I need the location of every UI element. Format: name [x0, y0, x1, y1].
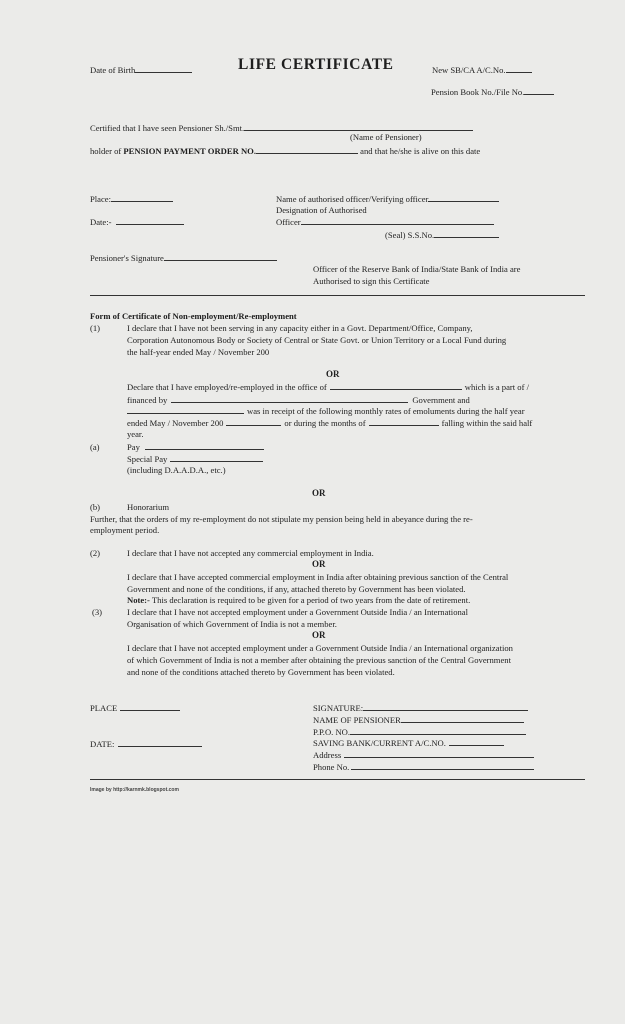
date-of-birth-field — [90, 64, 192, 75]
form-heading: Form of Certificate of Non-employment/Re-employment — [90, 311, 297, 321]
item-2-number: (2) — [90, 548, 101, 558]
address-field — [313, 749, 534, 760]
government-blank[interactable] — [127, 405, 244, 414]
declare-line-1a: Declare that I have employed/re-employed in the office of — [127, 382, 327, 392]
or-separator: OR — [312, 559, 326, 569]
months-blank[interactable] — [369, 417, 439, 426]
pensioner-signature-field — [90, 252, 277, 263]
pensioner-signature-label: Pensioner's Signature — [90, 253, 164, 263]
office-blank[interactable] — [330, 381, 462, 390]
declare-line-4c: falling within the said half — [441, 418, 533, 428]
date-field — [90, 216, 184, 227]
special-pay-label: Special Pay — [127, 454, 168, 464]
address-blank[interactable] — [344, 749, 534, 758]
declare-line-2a: financed by — [127, 395, 168, 405]
seal-field — [385, 229, 499, 240]
designation-blank[interactable] — [301, 216, 494, 225]
name-of-pensioner-blank[interactable] — [401, 714, 524, 723]
declare-line-4 — [127, 417, 532, 428]
divider-rule — [90, 295, 585, 296]
account-number-blank[interactable] — [506, 64, 532, 73]
da-label: (including D.A.A.D.A., etc.) — [127, 465, 226, 475]
date-blank[interactable] — [116, 216, 184, 225]
phone-blank[interactable] — [351, 761, 534, 770]
certify-line-2b: and that he/she is alive on this date — [358, 146, 481, 156]
item-2-line-1: I declare that I have not accepted any commercial employment in India. — [127, 548, 374, 558]
footer-date-label: DATE: — [90, 739, 115, 749]
phone-field — [313, 761, 534, 772]
declare-line-2 — [127, 394, 470, 405]
item-3b-line-3: and none of the conditions attached thereto by Government has been violated. — [127, 667, 395, 677]
bank-account-label: SAVING BANK/CURRENT A/C.NO. — [313, 738, 446, 748]
ppo-number-blank[interactable] — [350, 726, 526, 735]
ppo-number-label: P.P.O. NO. — [313, 727, 351, 737]
further-line-2: employment period. — [90, 525, 160, 535]
declare-line-4b: or during the months of — [284, 418, 366, 428]
footer-rule — [90, 779, 585, 780]
pay-blank[interactable] — [145, 441, 264, 450]
further-line-1: Further, that the orders of my re-employment do not stipulate my pension being held in abeyance during the re- — [90, 514, 473, 524]
item-1-line-1: I declare that I have not been serving in any capacity either in a Govt. Department/Office, Company, — [127, 323, 473, 333]
signature-label: SIGNATURE: — [313, 703, 364, 713]
name-of-pensioner-caption: (Name of Pensioner) — [350, 132, 422, 142]
note-text: This declaration is required to be given for a period of two years from the date of retirement. — [149, 595, 471, 605]
item-2b-line-1: I declare that I have accepted commercial employment in India after obtaining previous sanction of the Central — [127, 572, 509, 582]
designation-label: Designation of Authorised — [276, 205, 367, 215]
address-label: Address — [313, 750, 342, 760]
declare-line-3 — [127, 405, 525, 416]
signature-blank[interactable] — [363, 702, 528, 711]
designation-field — [276, 216, 494, 227]
phone-label: Phone No. — [313, 762, 350, 772]
ppo-blank[interactable] — [256, 145, 358, 154]
signature-field — [313, 702, 528, 713]
name-of-pensioner-field — [313, 714, 524, 725]
item-3-number: (3) — [92, 607, 103, 617]
pension-book-blank[interactable] — [524, 86, 554, 95]
date-label: Date:- — [90, 217, 112, 227]
officer-name-blank[interactable] — [428, 193, 499, 202]
item-3b-line-1: I declare that I have not accepted employment under a Government Outside India / an International organization — [127, 643, 513, 653]
item-1-number: (1) — [90, 323, 101, 333]
declare-line-4a: ended May / November 200 — [127, 418, 224, 428]
special-pay-field — [127, 453, 263, 464]
financed-by-blank[interactable] — [171, 394, 408, 403]
certify-line-1: Certified that I have seen Pensioner Sh./Smt. — [90, 123, 245, 133]
account-number-label: New SB/CA A/C.No. — [432, 65, 506, 75]
ppo-label: PENSION PAYMENT ORDER NO. — [123, 146, 257, 156]
officer-label: Officer — [276, 217, 301, 227]
seal-label: (Seal) S.S.No. — [385, 230, 435, 240]
account-number-field — [432, 64, 532, 75]
footer-place-blank[interactable] — [120, 702, 180, 711]
item-3-line-2: Organisation of which Government of India is not a member. — [127, 619, 337, 629]
item-b-number: (b) — [90, 502, 101, 512]
note-line — [127, 595, 470, 605]
footer-date-field — [90, 738, 202, 749]
declare-line-1b: which is a part of / — [464, 382, 529, 392]
bank-account-field — [313, 737, 504, 748]
declare-line-2b: Government and — [412, 395, 470, 405]
seal-blank[interactable] — [434, 229, 499, 238]
footer-place-field — [90, 702, 180, 713]
place-label: Place: — [90, 194, 111, 204]
honorarium-label: Honorarium — [127, 502, 170, 512]
note-label: Note:- — [127, 595, 150, 605]
officer-name-label: Name of authorised officer/Verifying officer — [276, 194, 429, 204]
certify-line-2a: holder of — [90, 146, 124, 156]
pay-label: Pay — [127, 442, 140, 452]
special-pay-blank[interactable] — [170, 453, 263, 462]
or-separator: OR — [326, 369, 340, 379]
pay-field — [127, 441, 264, 452]
image-credit: Image by http://karnmk.blogspot.com — [90, 787, 179, 793]
or-separator: OR — [312, 488, 326, 498]
pension-book-field — [431, 86, 554, 97]
item-1-line-2: Corporation Autonomous Body or Society of Central or State Govt. or Union Territory or a Local Fund during — [127, 335, 507, 345]
ppo-field — [90, 145, 480, 156]
name-of-pensioner-label: NAME OF PENSIONER — [313, 715, 401, 725]
declare-line-3-text: was in receipt of the following monthly rates of emoluments during the half year — [247, 406, 525, 416]
item-3b-line-2: of which Government of India is not a member after obtaining the previous sanction of the Central Government — [127, 655, 511, 665]
item-a-number: (a) — [90, 442, 100, 452]
date-of-birth-blank[interactable] — [135, 64, 192, 73]
officer-name-field — [276, 193, 499, 204]
item-1-line-3: the half-year ended May / November 200 — [127, 347, 270, 357]
footer-place-label: PLACE — [90, 703, 118, 713]
or-separator: OR — [312, 630, 326, 640]
item-3-line-1: I declare that I have not accepted employment under a Government Outside India / an International — [127, 607, 468, 617]
item-2b-line-2: Government and none of the conditions, if any, attached thereto by Government has been violated. — [127, 584, 466, 594]
declare-line-1 — [127, 381, 529, 392]
year-blank[interactable] — [226, 417, 281, 426]
pension-book-label: Pension Book No./File No. — [431, 87, 525, 97]
declare-line-5: year. — [127, 429, 144, 439]
bank-account-blank[interactable] — [449, 737, 504, 746]
ppo-number-field — [313, 726, 526, 737]
pensioner-name-blank[interactable] — [244, 122, 473, 131]
place-blank[interactable] — [111, 193, 173, 202]
date-of-birth-label: Date of Birth — [90, 65, 136, 75]
pensioner-signature-blank[interactable] — [164, 252, 277, 261]
footer-date-blank[interactable] — [118, 738, 202, 747]
place-field — [90, 193, 173, 204]
rbi-line-2: Authorised to sign this Certificate — [313, 276, 430, 286]
page-title: LIFE CERTIFICATE — [238, 56, 394, 73]
rbi-line-1: Officer of the Reserve Bank of India/State Bank of India are — [313, 264, 521, 274]
